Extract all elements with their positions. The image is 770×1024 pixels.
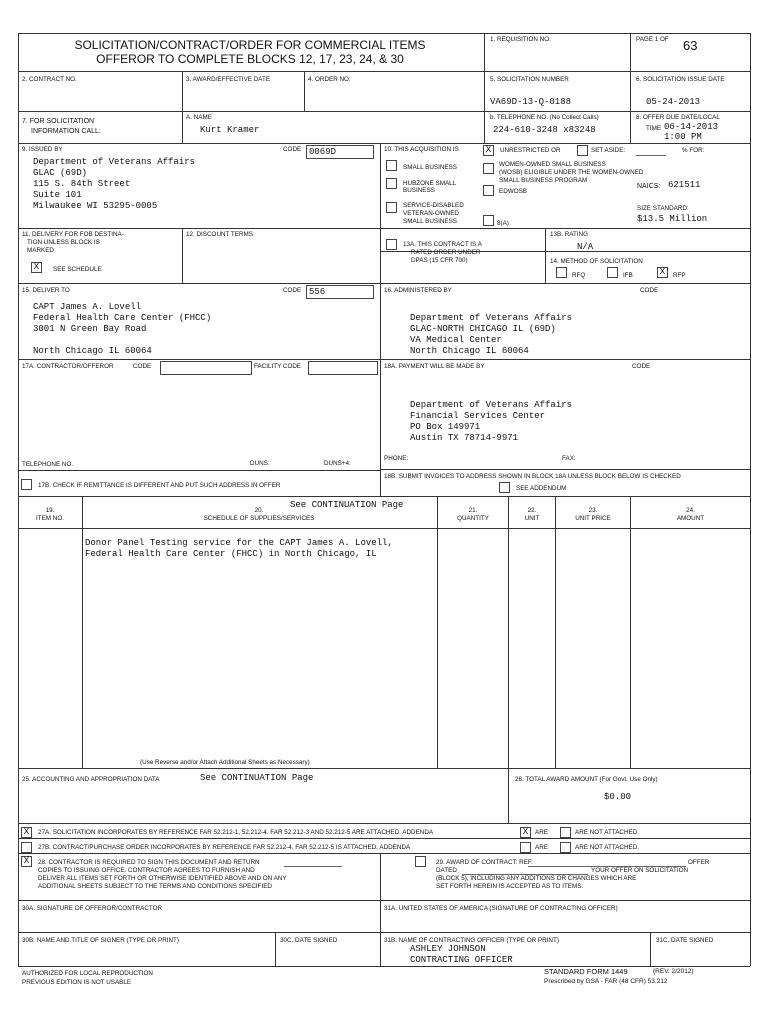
form-title: SOLICITATION/CONTRACT/ORDER FOR COMMERCIAL ITEMS	[74, 38, 426, 52]
deliver-to-line: 3001 N Green Bay Road	[33, 324, 147, 334]
contact-name[interactable]: Kurt Kramer	[200, 125, 260, 135]
fob-label: 11. DELIVERY FOR FOB DESTINA-	[22, 231, 124, 238]
fob-label-3: MARKED	[27, 247, 54, 254]
payment-line: Austin TX 78714-9971	[410, 433, 519, 443]
rating-value[interactable]: N/A	[577, 242, 594, 252]
col-quantity-num: 21.	[468, 507, 478, 514]
form-name: STANDARD FORM 1449	[544, 967, 628, 976]
payment-line: Department of Veterans Affairs	[410, 400, 573, 410]
sdvosb-label-2: VETERAN-OWNED	[403, 210, 459, 217]
size-standard-label: SIZE STANDARD:	[637, 205, 689, 212]
naics-label: NAICS:	[637, 183, 661, 190]
small-business-label: SMALL BUSINESS	[403, 164, 458, 171]
col-unit-price: UNIT PRICE	[575, 515, 611, 522]
page-total: 63	[683, 38, 698, 53]
28-checkbox[interactable]: X	[21, 856, 32, 867]
29-checkbox[interactable]	[415, 856, 426, 867]
remittance-label: 17B. CHECK IF REMITTANCE IS DIFFERENT AND PUT SUCH ADDRESS IN OFFER	[38, 482, 281, 489]
accounting-value[interactable]: See CONTINUATION Page	[200, 773, 314, 783]
27a-are-not-checkbox[interactable]	[560, 827, 571, 838]
contact-name-label: A. NAME	[186, 114, 212, 121]
issued-by-line: GLAC (69D)	[33, 168, 88, 178]
27b-are-label: ARE	[535, 844, 548, 851]
27b-label: 27B. CONTRACT/PURCHASE ORDER INCORPORATES BY REFERENCE FAR 52.212-4. FAR 52.212-5 IS ATTACHED. ADDENDA	[38, 844, 411, 851]
col-schedule-note: See CONTINUATION Page	[290, 500, 404, 510]
administered-by-line: Department of Veterans Affairs	[410, 313, 573, 323]
payment-line: PO Box 149971	[410, 422, 481, 432]
wosb-label-2: (WOSB) ELIGIBLE UNDER THE WOMEN-OWNED	[499, 169, 644, 176]
rated-order-label: 13A. THIS CONTRACT IS A	[403, 241, 482, 248]
duns4-label: DUNS+4:	[324, 460, 351, 467]
issued-by-code-field[interactable]	[306, 145, 374, 159]
solicitation-number[interactable]: VA69D-13-Q-0188	[490, 97, 572, 107]
rating-label: 13B. RATING	[550, 231, 589, 238]
issued-by-code-label: CODE	[283, 146, 302, 153]
col-amount-num: 24.	[686, 507, 695, 514]
27a-label: 27A. SOLICITATION INCORPORATES BY REFERENCE FAR 52.212-1, 52.212-4. FAR 52.212-3 AND 52.212-5 ARE ATTACHED. ADDENDA	[38, 829, 434, 836]
previous-edition: PREVIOUS EDITION IS NOT USABLE	[22, 979, 132, 986]
payment-line: Financial Services Center	[410, 411, 546, 421]
eight-a-label: 8(A)	[497, 220, 509, 227]
27a-are-checkbox[interactable]: X	[520, 827, 531, 838]
officer-name[interactable]: ASHLEY JOHNSON	[410, 944, 486, 954]
solicitation-date-label: 6. SOLICITATION ISSUE DATE	[636, 76, 725, 83]
29-dated-label: DATED	[436, 867, 457, 874]
unrestricted-checkbox[interactable]: X	[483, 145, 494, 156]
officer-title[interactable]: CONTRACTING OFFICER	[410, 955, 513, 965]
prescribed-by: Prescribed by GSA - FAR (48 CFR) 53.212	[544, 978, 668, 985]
payment-code-label: CODE	[632, 363, 651, 370]
offer-due-time[interactable]: 1:00 PM	[664, 132, 702, 142]
sdvosb-checkbox[interactable]	[386, 202, 397, 213]
information-call-label: INFORMATION CALL:	[31, 128, 101, 135]
deliver-to-code: 556	[309, 287, 326, 297]
award-date-label: 3. AWARD/EFFECTIVE DATE	[186, 76, 271, 83]
27b-checkbox[interactable]	[21, 842, 32, 853]
facility-code-label: FACILITY CODE	[254, 363, 302, 370]
offeror-date-label: 30C. DATE SIGNED	[280, 937, 338, 944]
officer-signature-label: 31A. UNITED STATES OF AMERICA (SIGNATURE OF CONTRACTING OFFICER)	[384, 905, 618, 912]
fax-label: FAX:	[562, 455, 576, 462]
administered-by-code-label: CODE	[640, 287, 659, 294]
ifb-checkbox[interactable]	[607, 267, 618, 278]
solicitation-date[interactable]: 05-24-2013	[646, 97, 701, 107]
authorized-reproduction: AUTHORIZED FOR LOCAL REPRODUCTION	[22, 970, 153, 977]
contract-no-label: 2. CONTRACT NO.	[22, 76, 77, 83]
col-amount: AMOUNT	[676, 515, 705, 522]
issued-by-label: 9. ISSUED BY	[22, 146, 63, 153]
27a-checkbox[interactable]: X	[21, 827, 32, 838]
deliver-to-line: North Chicago IL 60064	[33, 346, 152, 356]
contractor-code-field[interactable]	[160, 361, 252, 375]
col-unit: UNIT	[524, 515, 540, 522]
administered-by-line: North Chicago IL 60064	[410, 346, 529, 356]
administered-by-line: VA Medical Center	[410, 335, 502, 345]
wosb-label: WOMEN-OWNED SMALL BUSINESS	[499, 161, 606, 168]
duns-label: DUNS:	[250, 460, 270, 467]
col-quantity: QUANTITY	[457, 515, 489, 522]
27b-are-not-checkbox[interactable]	[560, 842, 571, 853]
29-label: 29. AWARD OF CONTRACT: REF.	[436, 859, 533, 866]
deliver-to-line: CAPT James A. Lovell	[33, 302, 142, 312]
total-award-label: 26. TOTAL AWARD AMOUNT (For Govt. Use Only)	[515, 776, 658, 783]
issued-by-line: Department of Veterans Affairs	[33, 157, 196, 167]
rfq-label: RFQ	[572, 272, 586, 279]
see-addendum-label: SEE ADDENDUM	[516, 485, 567, 492]
issued-by-line: Suite 101	[33, 190, 82, 200]
discount-terms-label: 12. DISCOUNT TERMS	[186, 231, 253, 238]
col-item-no: ITEM NO.	[36, 515, 64, 522]
percent-for-label: % FOR:	[682, 147, 705, 154]
col-unit-num: 22.	[527, 507, 537, 514]
form-subtitle: OFFEROR TO COMPLETE BLOCKS 12, 17, 23, 24, & 30	[96, 52, 404, 66]
issued-by-code: 0069D	[309, 147, 337, 157]
edwosb-label: EDWOSB	[499, 188, 527, 195]
28-label-2: COPIES TO ISSUING OFFICE. CONTRACTOR AGREES TO FURNISH AND	[38, 867, 255, 874]
see-schedule-checkbox[interactable]: X	[31, 262, 42, 273]
officer-name-label: 31B. NAME OF CONTRACTING OFFICER (TYPE OR PRINT)	[384, 937, 559, 944]
deliver-to-code-field[interactable]	[306, 285, 374, 299]
total-award-amount[interactable]: $0.00	[604, 792, 632, 802]
phone-label: PHONE:	[384, 455, 409, 462]
28-label: 28. CONTRACTOR IS REQUIRED TO SIGN THIS DOCUMENT AND RETURN	[38, 859, 260, 866]
29-offer-label: OFFER	[688, 859, 710, 866]
set-aside-checkbox[interactable]	[577, 145, 588, 156]
27b-are-not-label: ARE NOT ATTACHED.	[575, 844, 640, 851]
deliver-to-code-label: CODE	[283, 287, 302, 294]
contractor-code-label: CODE	[133, 363, 152, 370]
telephone-no-label: TELEPHONE NO.	[22, 461, 74, 468]
officer-date-label: 31C. DATE SIGNED	[656, 937, 714, 944]
small-business-checkbox[interactable]	[386, 160, 397, 171]
telephone-label: b. TELEPHONE NO. (No Collect Calls)	[490, 114, 599, 121]
27a-are-label: ARE	[535, 829, 548, 836]
27b-are-checkbox[interactable]	[520, 842, 531, 853]
form-revision: (REV. 2/2012)	[653, 968, 694, 975]
payment-label: 18A. PAYMENT WILL BE MADE BY	[384, 363, 485, 370]
naics-code[interactable]: 621511	[668, 180, 701, 190]
col-unit-price-num: 23.	[588, 507, 598, 514]
eight-a-checkbox[interactable]	[483, 215, 494, 226]
hubzone-checkbox[interactable]	[386, 178, 397, 189]
col-schedule: SCHEDULE OF SUPPLIES/SERVICES	[203, 515, 315, 522]
accounting-label: 25. ACCOUNTING AND APPROPRIATION DATA	[22, 776, 160, 783]
27a-are-not-label: ARE NOT ATTACHED.	[575, 829, 640, 836]
offer-time-label: TIME	[646, 125, 662, 132]
deliver-to-line: Federal Health Care Center (FHCC)	[33, 313, 212, 323]
telephone-number[interactable]: 224-610-3248 x83248	[493, 125, 596, 135]
28-label-3: DELIVER ALL ITEMS SET FORTH OR OTHERWISE IDENTIFIED ABOVE AND ON ANY	[38, 875, 287, 882]
rated-order-label-3: DPAS (15 CFR 700)	[411, 257, 468, 264]
size-standard[interactable]: $13.5 Million	[637, 214, 708, 224]
schedule-footer-note: (Use Reverse and/or Attach Additional Sheets as Necessary)	[140, 759, 310, 766]
offer-due-label: 8. OFFER DUE DATE/LOCAL	[636, 114, 720, 121]
deliver-to-label: 15. DELIVER TO	[22, 287, 70, 294]
item-description: Donor Panel Testing service for the CAPT James A. Lovell,	[85, 538, 393, 548]
issued-by-line: 115 S. 84th Street	[33, 179, 131, 189]
order-no-label: 4. ORDER NO.	[308, 76, 351, 83]
ifb-label: IFB	[623, 272, 633, 279]
rated-order-checkbox[interactable]	[386, 239, 397, 250]
offeror-signature-label: 30A. SIGNATURE OF OFFEROR/CONTRACTOR	[22, 905, 163, 912]
acquisition-label: 10. THIS ACQUISITION IS	[384, 146, 459, 153]
method-label: 14. METHOD OF SOLICITATION	[550, 258, 643, 265]
page-label: PAGE 1 OF	[636, 36, 669, 43]
29-label-3: (BLOCK 5), INCLUDING ANY ADDITIONS OR CHANGES WHICH ARE	[436, 875, 637, 882]
edwosb-checkbox[interactable]	[483, 185, 494, 196]
hubzone-label-2: BUSINESS	[403, 187, 435, 194]
29-label-4: SET FORTH HEREIN IS ACCEPTED AS TO ITEMS:	[436, 883, 584, 890]
wosb-label-3: SMALL BUSINESS PROGRAM	[499, 177, 588, 184]
facility-code-field[interactable]	[308, 361, 378, 375]
col-item-no-num: 19.	[45, 507, 55, 514]
see-addendum-checkbox[interactable]	[499, 482, 510, 493]
set-aside-label: SET ASIDE:	[591, 147, 626, 154]
rfp-checkbox[interactable]: X	[657, 267, 668, 278]
sdvosb-label-3: SMALL BUSINESS	[403, 218, 458, 225]
unrestricted-label: UNRESTRICTED OR	[500, 147, 561, 154]
28-label-4: ADDITIONAL SHEETS SUBJECT TO THE TERMS AND CONDITIONS SPECIFIED	[38, 883, 272, 890]
contractor-label: 17A. CONTRACTOR/OFFEROR	[22, 363, 114, 370]
wosb-checkbox[interactable]	[483, 163, 494, 174]
see-schedule-label: SEE SCHEDULE	[53, 266, 102, 273]
col-schedule-num: 20.	[254, 507, 264, 514]
offer-due-date[interactable]: 06-14-2013	[664, 122, 719, 132]
administered-by-line: GLAC-NORTH CHICAGO IL (69D)	[410, 324, 556, 334]
rated-order-label-2: RATED ORDER UNDER	[411, 249, 481, 256]
signer-name-label: 30B. NAME AND TITLE OF SIGNER (TYPE OR PRINT)	[22, 937, 179, 944]
29-your-offer-label: YOUR OFFER ON SOLICITATION	[591, 867, 689, 874]
sdvosb-label: SERVICE-DISABLED	[403, 202, 464, 209]
remittance-checkbox[interactable]	[21, 479, 32, 490]
administered-by-label: 16. ADMINISTERED BY	[384, 287, 452, 294]
requisition-label: 1. REQUISITION NO.	[490, 36, 551, 43]
submit-invoices-label: 18B. SUBMIT INVOICES TO ADDRESS SHOWN IN BLOCK 18A UNLESS BLOCK BELOW IS CHECKED	[384, 473, 681, 480]
item-description-2: Federal Health Care Center (FHCC) in North Chicago, IL	[85, 549, 377, 559]
for-solicitation-label: 7. FOR SOLICITATION	[22, 118, 95, 125]
issued-by-line: Milwaukee WI 53295-0005	[33, 201, 158, 211]
rfp-label: RFP	[673, 272, 686, 279]
fob-label-2: TION UNLESS BLOCK IS	[27, 239, 100, 246]
rfq-checkbox[interactable]	[556, 267, 567, 278]
hubzone-label: HUBZONE SMALL	[403, 180, 457, 187]
solicitation-number-label: 5. SOLICITATION NUMBER	[490, 76, 569, 83]
